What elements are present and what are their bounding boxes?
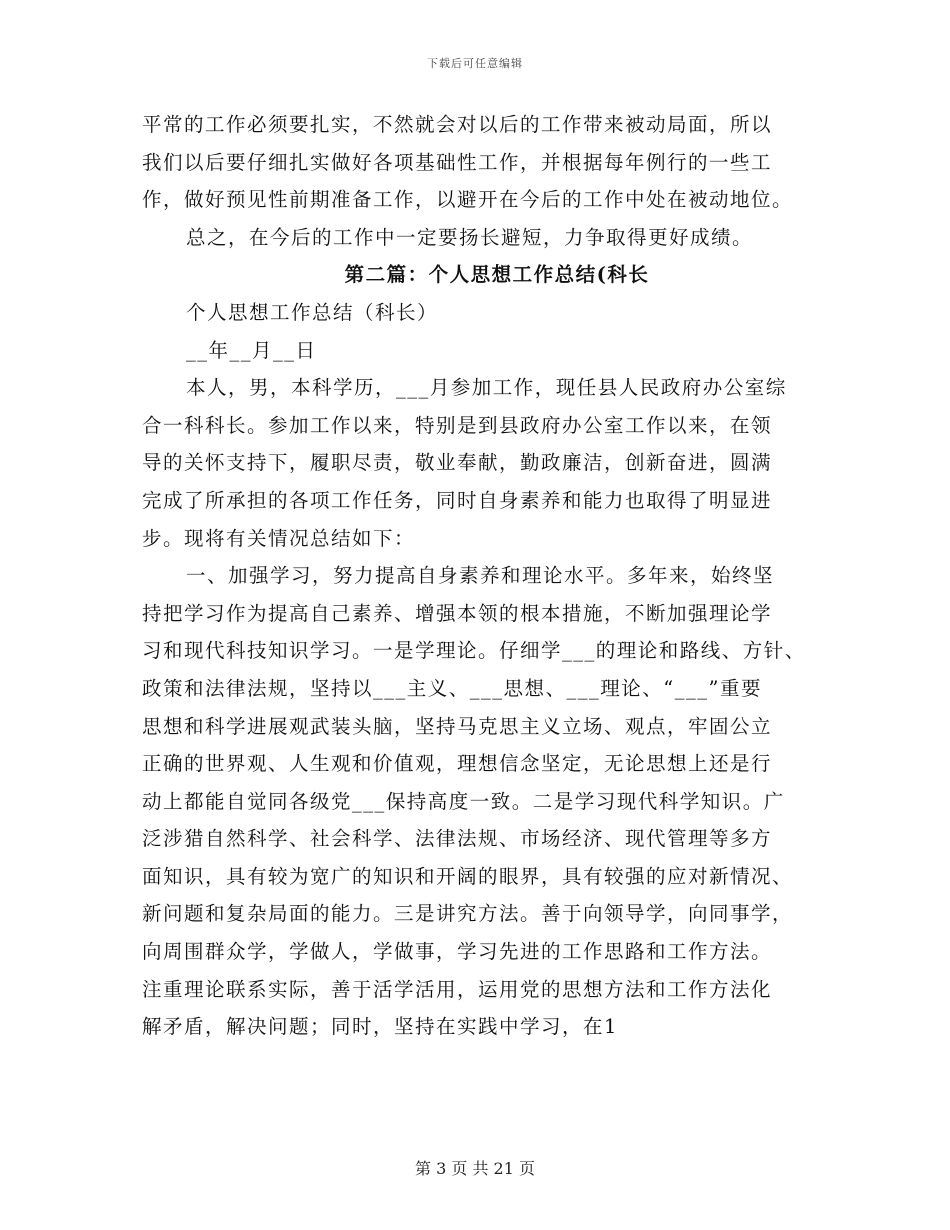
paragraph-line: 政策和法律法规，坚持以___主义、___思想、___理论、“___”重要 <box>142 676 762 700</box>
paragraph-line: 习和现代科技知识学习。一是学理论。仔细学___的理论和路线、方针、 <box>142 639 806 663</box>
paragraph-line: 向周围群众学，学做人，学做事，学习先进的工作思路和工作方法。 <box>142 940 773 964</box>
paragraph-line: 合一科科长。参加工作以来，特别是到县政府办公室工作以来，在领 <box>142 413 773 437</box>
paragraph-line: 平常的工作必须要扎实，不然就会对以后的工作带来被动局面，所以 <box>142 113 773 136</box>
paragraph-line: 导的关怀支持下，履职尽责，敬业奉献，勤政廉洁，创新奋进，圆满 <box>142 451 773 475</box>
date-line: __年__月__日 <box>186 338 317 362</box>
paragraph-line: 面知识，具有较为宽广的知识和开阔的眼界，具有较强的应对新情况、 <box>142 864 794 888</box>
document-body <box>142 106 832 1046</box>
document-title: 个人思想工作总结（科长） <box>186 300 439 324</box>
paragraph-line: 本人，男，本科学历，___月参加工作，现任县人民政府办公室综 <box>186 376 787 400</box>
paragraph-line: 完成了所承担的各项工作任务，同时自身素养和能力也取得了明显进 <box>142 488 773 512</box>
paragraph-line: 思想和科学进展观武装头脑，坚持马克思主义立场、观点，牢固公立 <box>142 714 773 738</box>
paragraph-line: 解矛盾，解决问题；同时，坚持在实践中学习，在1 <box>142 1015 618 1039</box>
paragraph-line: 作，做好预见性前期准备工作，以避开在今后的工作中处在被动地位。 <box>142 188 794 212</box>
paragraph-line: 注重理论联系实际，善于活学活用，运用党的思想方法和工作方法化 <box>142 977 773 1001</box>
paragraph-line: 新问题和复杂局面的能力。三是讲究方法。善于向领导学，向同事学， <box>142 902 794 926</box>
paragraph-line: 持把学习作为提高自己素养、增强本领的根本措施，不断加强理论学 <box>142 601 773 625</box>
section-heading: 第二篇：个人思想工作总结(科长 <box>344 263 650 287</box>
paragraph-line: 步。现将有关情况总结如下： <box>142 526 416 550</box>
paragraph-line: 动上都能自觉同各级党___保持高度一致。二是学习现代科学知识。广 <box>142 789 785 813</box>
paragraph-line: 一、加强学习，努力提高自身素养和理论水平。多年来，始终坚 <box>186 564 775 588</box>
paragraph-line: 总之，在今后的工作中一定要扬长避短，力争取得更好成绩。 <box>186 225 754 249</box>
paragraph-line: 我们以后要仔细扎实做好各项基础性工作，并根据每年例行的一些工 <box>142 150 773 174</box>
page-number: 第 3 页 共 21 页 <box>415 1159 535 1178</box>
paragraph-line: 正确的世界观、人生观和价值观，理想信念坚定，无论思想上还是行 <box>142 752 773 776</box>
paragraph-line: 泛涉猎自然科学、社会科学、法律法规、市场经济、现代管理等多方 <box>142 827 773 851</box>
header-note: 下载后可任意编辑 <box>427 57 523 70</box>
